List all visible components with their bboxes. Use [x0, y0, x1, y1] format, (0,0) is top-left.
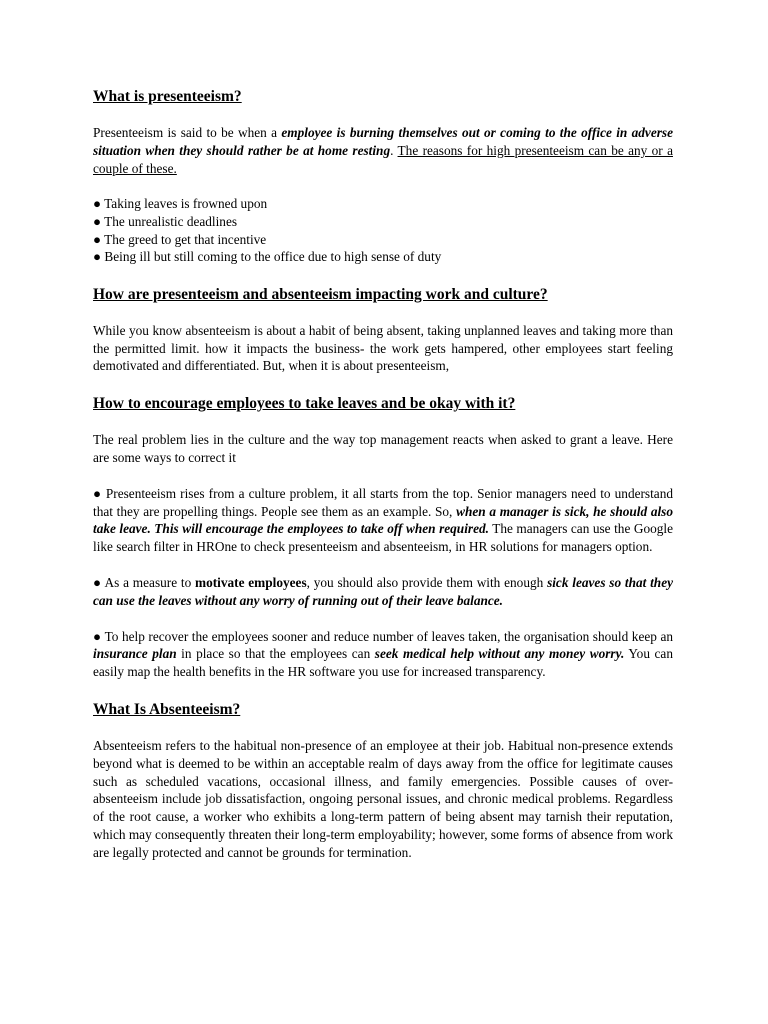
insurance-plan-emphasis: insurance plan: [93, 646, 177, 662]
insurance-text-middle: in place so that the employees can: [176, 646, 375, 662]
list-item: ● Being ill but still coming to the office due to high sense of duty: [93, 249, 442, 265]
heading-encourage-leaves: How to encourage employees to take leaves and be okay with it?: [93, 395, 516, 413]
definition-emphasis: employee is burning themselves out or coming to the office in adverse situation when they should rather be at home resting: [93, 125, 673, 158]
presenteeism-reasons-list: [93, 195, 673, 265]
list-item: ● The unrealistic deadlines: [93, 213, 238, 229]
presenteeism-definition-paragraph: [93, 124, 673, 177]
motivate-text-start: ● As a measure to: [93, 574, 196, 590]
impact-paragraph: While you know absenteeism is about a habit of being absent, taking unplanned leaves and taking more than the permitted limit. how it impacts the business- the work gets hampered, other employees start feeling demotivated and differentiated. But, when it is about presenteeism,: [93, 322, 673, 374]
culture-emphasis: when a manager is sick, he should also take leave. This will encourage the employees to take off when required.: [93, 503, 673, 537]
encourage-bullet-motivate: [93, 574, 673, 610]
encourage-bullet-culture: [93, 485, 673, 556]
definition-reasons-underlined: The reasons for high presenteeism can be any or a couple of these.: [93, 142, 673, 176]
motivate-emphasis: sick leaves so that they can use the leaves without any worry of running out of their leave balance.: [93, 574, 673, 608]
definition-period: .: [390, 142, 398, 158]
insurance-text-end: You can easily map the health benefits in the HR software you use for increased transparency.: [93, 646, 673, 680]
encourage-bullet-insurance: [93, 628, 673, 681]
absenteeism-paragraph: Absenteeism refers to the habitual non-presence of an employee at their job. Habitual non-presence extends beyond what is deemed to be within an acceptable realm of days away from the office for legitimate causes such as scheduled vacations, occasional illness, and family emergencies. Possible causes of over-absenteeism include job dissatisfaction, ongoing personal issues, and chronic medical problems. Regardless of the root cause, a worker who exhibits a long-term pattern of being absent may tarnish their reputation, which may consequently threaten their long-term employability; however, some forms of absence from work are legally protected and cannot be grounds for termination.: [93, 737, 673, 860]
culture-text-start: ● Presenteeism rises from a culture problem, it all starts from the top. Senior managers need to understand that they are propelling things. People see them as an example. So,: [93, 485, 673, 519]
list-item: ● Taking leaves is frowned upon: [93, 196, 268, 212]
culture-text-end: The managers can use the Google like search filter in HROne to check presenteeism and absenteeism, in HR solutions for managers option.: [93, 521, 674, 555]
heading-what-is-presenteeism: What is presenteeism?: [93, 88, 242, 105]
motivate-bold: motivate employees: [195, 574, 307, 590]
encourage-intro-paragraph: The real problem lies in the culture and the way top management reacts when asked to grant a leave. Here are some ways to correct it: [93, 432, 673, 465]
list-item: ● The greed to get that incentive: [93, 231, 267, 247]
document-page: [93, 88, 673, 862]
heading-what-is-absenteeism: What Is Absenteeism?: [93, 700, 241, 718]
motivate-text-middle: , you should also provide them with enough: [306, 574, 548, 590]
insurance-text-start: ● To help recover the employees sooner and reduce number of leaves taken, the organisation should keep an: [93, 628, 673, 644]
medical-help-emphasis: seek medical help without any money worry.: [374, 646, 625, 662]
heading-impact-on-work-culture: How are presenteeism and absenteeism impacting work and culture?: [93, 285, 548, 303]
definition-text-start: Presenteeism is said to be when a: [93, 125, 282, 140]
